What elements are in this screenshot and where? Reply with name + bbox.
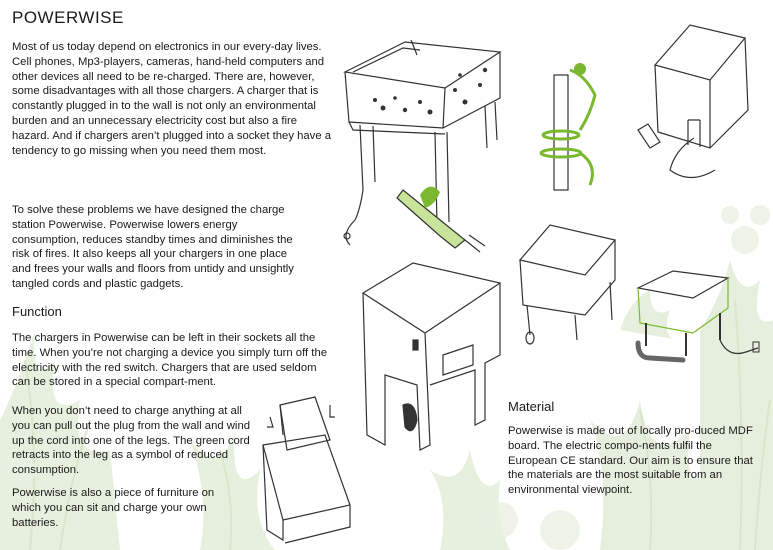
sketch-cube-table (355, 255, 505, 460)
sketch-green-plug (395, 180, 490, 260)
function-heading: Function (12, 304, 62, 319)
solution-paragraph: To solve these problems we have designed the charge station Powerwise. Powerwise lowers energy consumption, reduces standby times and diminishes the risk of fires. It also keeps all your chargers in one place and frees your walls and floors from untidy and unsightly tangled cords and plastic gadgets. (12, 204, 294, 290)
function-paragraph-2: When you don’t need to charge anything at all you can pull out the plug from the wall and wind up the cord into one of the legs. The green cord retracts into the leg as a symbol of reduced consumption. (12, 405, 251, 477)
material-paragraph: Powerwise is made out of locally pro-duced MDF board. The electric compo-nents fulfil the European CE standard. Our aim is to ensure that the materials are the most suitable from an environmental viewpoint. (508, 425, 753, 497)
sketch-side-table (515, 220, 625, 355)
function-paragraph-3: Powerwise is also a piece of furniture on which you can sit and charge your own batteries. (12, 487, 215, 529)
sketch-box-with-plug (630, 20, 760, 185)
page-title: POWERWISE (12, 8, 124, 27)
intro-paragraph: Most of us today depend on electronics in our every-day lives. Cell phones, Mp3-players, cameras, hand-held computers and other devices all need to be re-charged. There are, however, some disadvantages with all those chargers. A charger that is constantly plugged in to the wall is not only an environmental burden and an unnecessary electricity cost but also a fire hazard. And if chargers aren’t plugged into a socket they have a tendency to go missing when you need them most. (12, 41, 332, 157)
sketch-small-bench (255, 395, 365, 550)
function-paragraph-1: The chargers in Powerwise can be left in their sockets all the time. When you’re not charging a device you simply turn off the electricity with the red switch. Chargers that are used seldom can be stored in a special compart-ment. (12, 332, 328, 389)
material-heading: Material (508, 399, 555, 414)
sketch-green-coil-leg (540, 55, 610, 200)
sketch-bench-green-frame (628, 268, 768, 373)
